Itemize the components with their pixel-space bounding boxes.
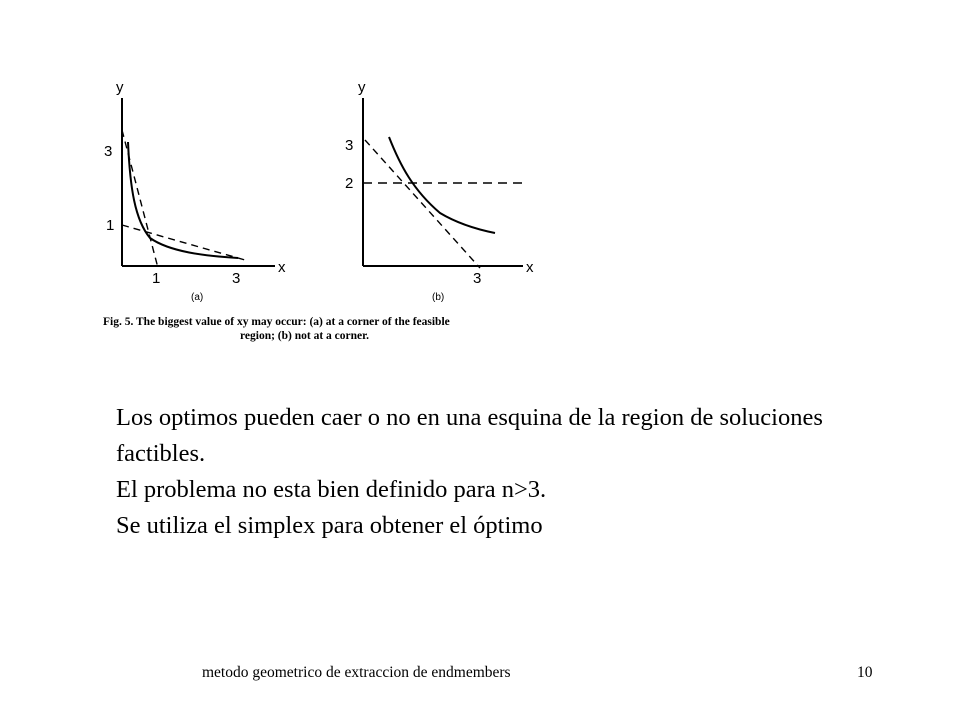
figure-caption-line2: region; (b) not at a corner. <box>240 330 370 342</box>
y-tick-2: 2 <box>345 175 354 192</box>
body-text <box>116 400 836 544</box>
panel-a <box>104 79 286 303</box>
panel-b-label: (b) <box>432 292 445 303</box>
x-axis-label: x <box>526 259 534 276</box>
x-axis-label: x <box>278 259 286 276</box>
paragraph-optimos: Los optimos pueden caer o no en una esquina de la region de soluciones factibles. <box>116 404 823 467</box>
figure <box>95 70 565 355</box>
footer-title: metodo geometrico de extraccion de endmembers <box>202 664 511 681</box>
panel-b <box>345 79 534 303</box>
panel-a-label: (a) <box>191 292 204 303</box>
paragraph-simplex: Se utiliza el simplex para obtener el óptimo <box>116 512 543 539</box>
hyperbola-curve <box>128 142 238 258</box>
y-tick-3: 3 <box>345 137 354 154</box>
constraint-line-diagonal <box>365 140 480 268</box>
y-axis-label: y <box>116 79 124 96</box>
paragraph-problema: El problema no esta bien definido para n>3. <box>116 476 547 503</box>
x-tick-1: 1 <box>152 270 161 287</box>
y-axis-label: y <box>358 79 366 96</box>
x-tick-3: 3 <box>232 270 241 287</box>
figure-caption-line1: Fig. 5. The biggest value of xy may occur: (a) at a corner of the feasible <box>103 316 450 328</box>
y-tick-1: 1 <box>106 217 115 234</box>
constraint-line-steep <box>122 130 158 268</box>
constraint-line-shallow <box>122 225 245 260</box>
page-number: 10 <box>857 664 873 681</box>
x-tick-3: 3 <box>473 270 482 287</box>
y-tick-3: 3 <box>104 143 113 160</box>
